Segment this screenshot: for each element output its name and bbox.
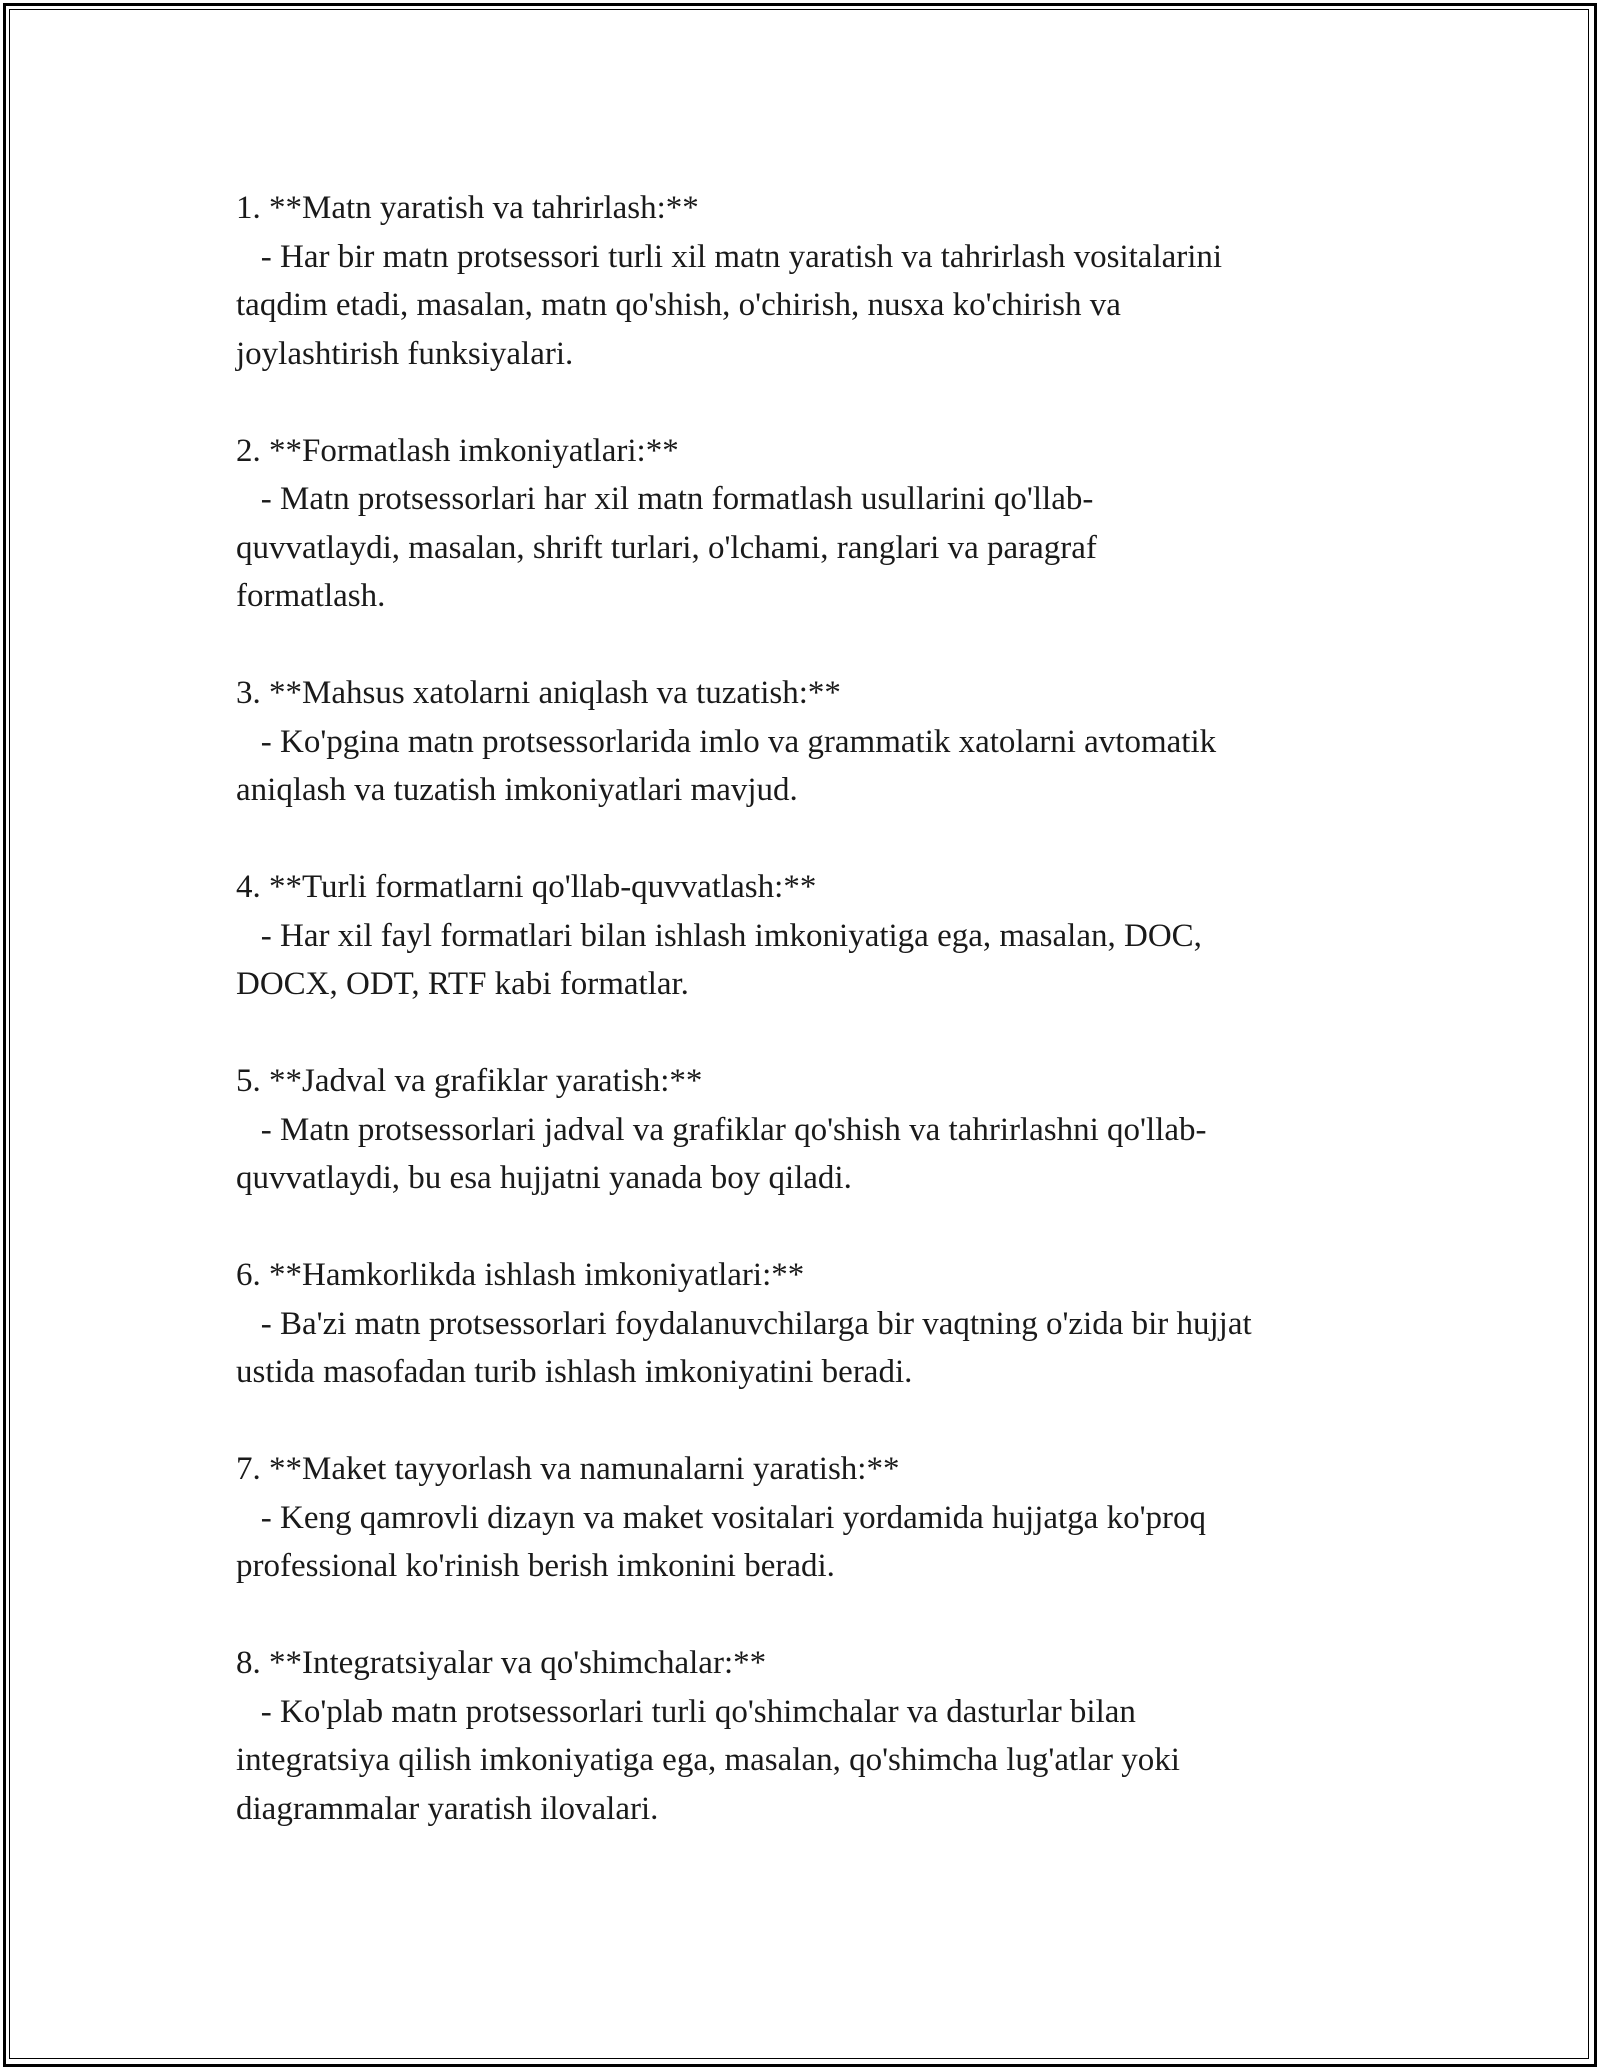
item-text-line: - Har bir matn protsessori turli xil matn yaratish va tahrirlash vositalarini [236,238,1223,275]
item-text-line: DOCX, ODT, RTF kabi formatlar. [236,966,689,1002]
item-text-line: aniqlash va tuzatish imkoniyatlari mavjud. [236,772,798,808]
item-text-line: - Ko'pgina matn protsessorlarida imlo va grammatik xatolarni avtomatik [236,723,1217,760]
list-item [236,184,1416,378]
item-text-line: joylashtirish funksiyalari. [236,335,574,372]
item-heading: 4. **Turli formatlarni qo'llab-quvvatlash:** [236,869,817,905]
item-heading: 1. **Matn yaratish va tahrirlash:** [236,190,699,226]
list-item [236,1639,1416,1833]
item-text-line: - Ko'plab matn protsessorlari turli qo'shimchalar va dasturlar bilan [236,1693,1136,1730]
item-heading: 2. **Formatlash imkoniyatlari:** [236,432,679,469]
item-heading: 8. **Integratsiyalar va qo'shimchalar:** [236,1645,767,1681]
item-heading: 3. **Mahsus xatolarni aniqlash va tuzatish:** [236,675,841,711]
item-text-line: ustida masofadan turib ishlash imkoniyatini beradi. [236,1354,913,1390]
item-heading: 5. **Jadval va grafiklar yaratish:** [236,1063,703,1099]
item-text-line: formatlash. [236,578,386,614]
document-body [236,184,1416,1882]
item-heading: 7. **Maket tayyorlash va namunalarni yaratish:** [236,1451,900,1487]
item-text-line: quvvatlaydi, masalan, shrift turlari, o'lchami, ranglari va paragraf [236,529,1097,566]
item-text-line: - Keng qamrovli dizayn va maket vositalari yordamida hujjatga ko'proq [236,1499,1207,1536]
list-item [236,1251,1416,1397]
item-text-line: diagrammalar yaratish ilovalari. [236,1790,659,1827]
list-item [236,1445,1416,1591]
item-text-line: - Ba'zi matn protsessorlari foydalanuvchilarga bir vaqtning o'zida bir hujjat [236,1305,1252,1342]
item-text-line: professional ko'rinish berish imkonini beradi. [236,1548,835,1584]
item-text-line: - Har xil fayl formatlari bilan ishlash imkoniyatiga ega, masalan, DOC, [236,917,1202,954]
item-heading: 6. **Hamkorlikda ishlash imkoniyatlari:** [236,1257,805,1293]
list-item [236,1057,1416,1203]
item-text-line: - Matn protsessorlari jadval va grafiklar qo'shish va tahrirlashni qo'llab- [236,1111,1207,1148]
list-item [236,427,1416,621]
item-text-line: integratsiya qilish imkoniyatiga ega, masalan, qo'shimcha lug'atlar yoki [236,1742,1180,1778]
item-text-line: - Matn protsessorlari har xil matn formatlash usullarini qo'llab- [236,481,1094,517]
item-text-line: taqdim etadi, masalan, matn qo'shish, o'chirish, nusxa ko'chirish va [236,287,1121,323]
list-item [236,863,1416,1009]
item-text-line: quvvatlaydi, bu esa hujjatni yanada boy qiladi. [236,1160,852,1196]
list-item [236,669,1416,815]
